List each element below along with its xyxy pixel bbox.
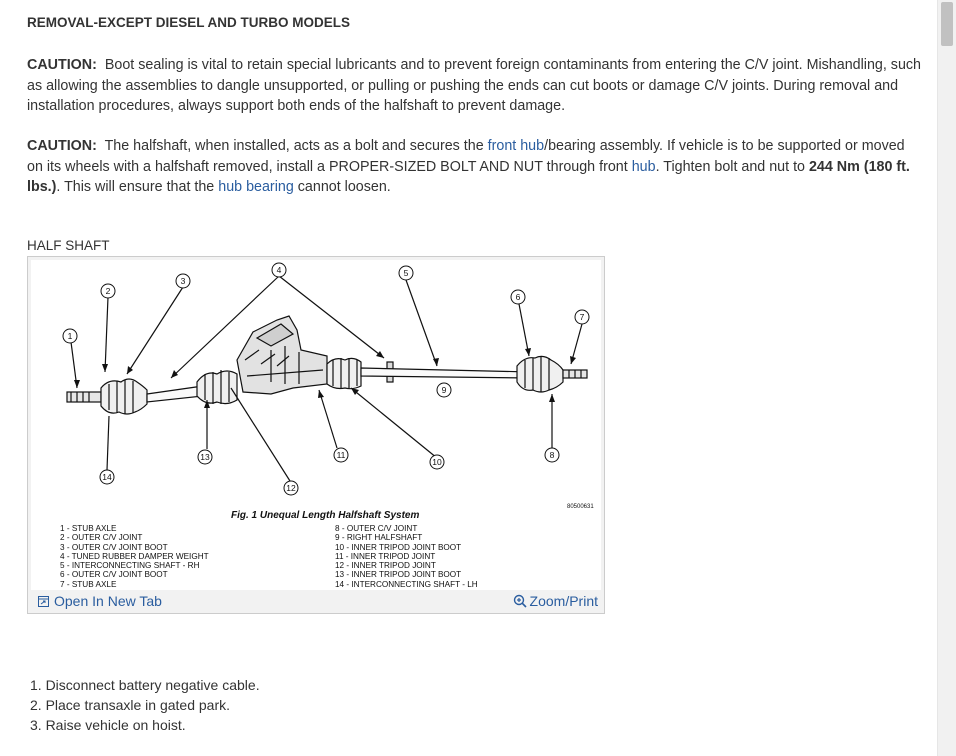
legend-item: 1 - STUB AXLE: [60, 524, 117, 533]
callout-14: 14: [102, 472, 112, 482]
figure-code: 80500631: [567, 504, 594, 510]
callout-8: 8: [549, 450, 555, 460]
legend-item: 7 - STUB AXLE: [60, 579, 117, 589]
legend-item: 8 - OUTER C/V JOINT: [335, 524, 418, 533]
caution-label: CAUTION:: [27, 57, 97, 73]
caution-text: . Tighten bolt and nut to: [655, 158, 805, 175]
step-item: 1. Disconnect battery negative cable.: [30, 677, 260, 693]
zoom-print-label: Zoom/Print: [529, 593, 598, 609]
legend-item: 13 - INNER TRIPOD JOINT BOOT: [335, 570, 462, 580]
figure-container: [27, 256, 605, 614]
callout-12: 12: [286, 483, 296, 493]
procedure-steps: [30, 675, 260, 735]
legend-item: 10 - INNER TRIPOD JOINT BOOT: [335, 542, 462, 552]
legend-item: 12 - INNER TRIPOD JOINT: [335, 561, 436, 571]
caution-text: cannot loosen.: [297, 179, 391, 195]
figure-footer: [28, 591, 604, 613]
callout-2: 2: [105, 286, 111, 296]
callout-4: 4: [276, 265, 282, 275]
vertical-scrollbar[interactable]: [937, 0, 956, 756]
open-in-new-tab-link[interactable]: [38, 593, 162, 609]
legend-right: [335, 524, 478, 589]
halfshaft-diagram[interactable]: [31, 260, 601, 590]
callout-7: 7: [579, 312, 585, 322]
caution-text: /bearing assembly. If vehicle is to be supported or moved on its wheels with a halfshaft removed, install a PROPER-SIZED BOLT AND NUT through front: [27, 138, 905, 175]
zoom-in-icon: [513, 594, 527, 608]
step-item: 3. Raise vehicle on hoist.: [30, 717, 186, 733]
caution-text: The halfshaft, when installed, acts as a bolt and secures the: [104, 138, 484, 154]
callout-11: 11: [336, 450, 346, 460]
callout-5: 5: [403, 268, 409, 278]
caution-paragraph-1: [27, 55, 922, 117]
figure-label: HALF SHAFT: [27, 238, 110, 253]
legend-item: 4 - TUNED RUBBER DAMPER WEIGHT: [60, 551, 209, 561]
hub-bearing-link[interactable]: hub bearing: [218, 179, 294, 195]
caution-paragraph-2: [27, 136, 922, 198]
legend-item: 9 - RIGHT HALFSHAFT: [335, 533, 423, 543]
legend-item: 6 - OUTER C/V JOINT BOOT: [60, 570, 168, 580]
callout-10: 10: [432, 457, 442, 467]
callout-6: 6: [515, 292, 521, 302]
legend-item: 14 - INTERCONNECTING SHAFT - LH: [335, 579, 478, 589]
front-hub-link[interactable]: front hub: [487, 138, 545, 154]
hub-link[interactable]: hub: [631, 158, 656, 175]
legend-item: 5 - INTERCONNECTING SHAFT - RH: [60, 561, 200, 571]
callout-13: 13: [200, 452, 210, 462]
caution-text: Boot sealing is vital to retain special lubricants and to prevent foreign contaminants from entering the C/V joint. Mishandling, such as allowing the assemblies to dangle unsupported, or pulling or pushing the ends can cut boots or damage C/V joints. During removal and installation procedures, always support both ends of the halfshaft to prevent damage.: [27, 57, 922, 114]
zoom-print-link[interactable]: [513, 593, 598, 609]
figure-caption: Fig. 1 Unequal Length Halfshaft System: [231, 510, 420, 521]
external-link-icon: [38, 596, 49, 607]
legend-item: 11 - INNER TRIPOD JOINT: [335, 551, 436, 561]
scrollbar-thumb[interactable]: [941, 2, 953, 46]
torque-value: 244 Nm (180 ft. lbs.): [27, 158, 910, 195]
caution-text: . This will ensure that the: [56, 179, 215, 195]
callout-3: 3: [180, 276, 186, 286]
step-item: 2. Place transaxle in gated park.: [30, 697, 231, 713]
legend-item: 3 - OUTER C/V JOINT BOOT: [60, 542, 168, 552]
caution-label: CAUTION:: [27, 138, 97, 154]
callout-9: 9: [441, 385, 447, 395]
callout-1: 1: [67, 331, 73, 341]
open-in-new-tab-label: Open In New Tab: [54, 593, 162, 609]
legend-left: [60, 524, 209, 589]
section-heading: REMOVAL-EXCEPT DIESEL AND TURBO MODELS: [27, 15, 351, 30]
legend-item: 2 - OUTER C/V JOINT: [60, 533, 143, 543]
